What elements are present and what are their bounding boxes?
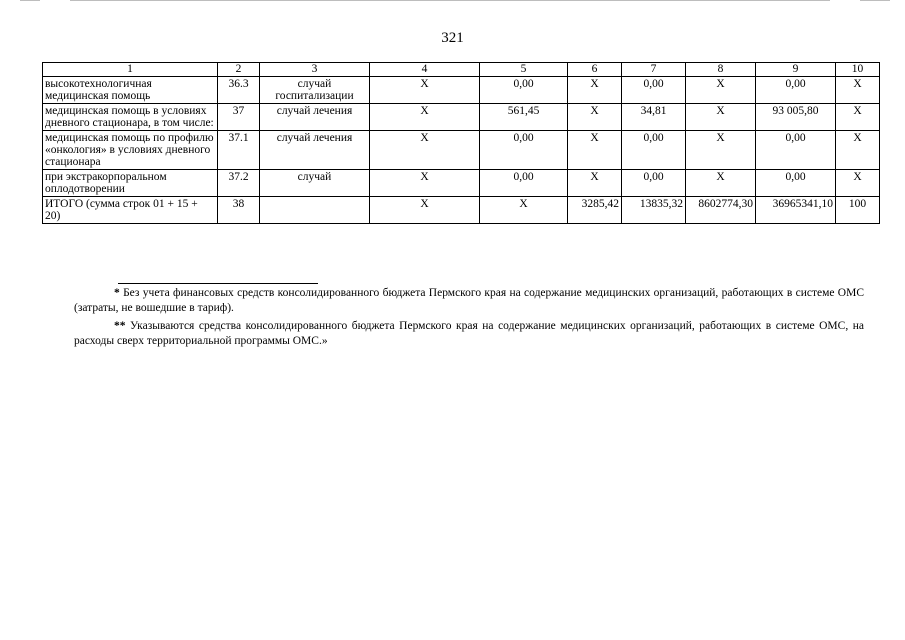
footnote-mark: * [114,287,120,299]
header-cell: 2 [218,63,260,77]
table-row [43,170,880,197]
table-row [43,131,880,170]
footnote-text: Указываются средства консолидированного бюджета Пермского края на содержание медицинских организаций, работающих в системе ОМС, на расходы сверх территориальной программы ОМС.» [74,320,865,347]
header-cell: 6 [568,63,622,77]
top-edge-line-center [70,0,830,1]
row-label: ИТОГО (сумма строк 01 + 15 + 20) [43,197,218,224]
table-row [43,104,880,131]
top-edge-line-right [860,0,890,1]
table-cell: Х [686,170,756,197]
header-cell: 1 [43,63,218,77]
table-cell: 93 005,80 [756,104,836,131]
header-cell: 7 [622,63,686,77]
table-cell: Х [370,197,480,224]
table-cell: 36965341,10 [756,197,836,224]
table-cell: 561,45 [480,104,568,131]
table-cell: Х [568,131,622,170]
header-cell: 5 [480,63,568,77]
table-cell: 0,00 [622,77,686,104]
table-cell: Х [568,104,622,131]
footnotes [74,286,864,352]
table-cell: Х [836,104,880,131]
table-cell: Х [370,77,480,104]
header-cell: 9 [756,63,836,77]
table-cell: 0,00 [480,77,568,104]
row-number: 37.1 [218,131,260,170]
footnote-text: Без учета финансовых средств консолидированного бюджета Пермского края на содержание медицинских организаций, работающих в системе ОМС (затраты, не вошедшие в тариф). [74,287,865,314]
unit-cell: случай госпитализации [260,77,370,104]
table-header-row [43,63,880,77]
table-cell: Х [686,104,756,131]
table-cell: Х [836,170,880,197]
row-number: 38 [218,197,260,224]
data-table [42,62,880,224]
table-cell: 8602774,30 [686,197,756,224]
table-cell: 0,00 [622,131,686,170]
table-cell: 0,00 [480,170,568,197]
table-cell: Х [836,131,880,170]
unit-cell: случай лечения [260,131,370,170]
row-label: медицинская помощь по профилю «онкология» в условиях дневного стационара [43,131,218,170]
table-cell: 0,00 [480,131,568,170]
row-label: медицинская помощь в условиях дневного стационара, в том числе: [43,104,218,131]
table-row [43,77,880,104]
table-cell: 100 [836,197,880,224]
table-cell: Х [370,170,480,197]
table-cell: Х [836,77,880,104]
header-cell: 8 [686,63,756,77]
table-row-total [43,197,880,224]
table-cell: Х [568,170,622,197]
row-number: 37 [218,104,260,131]
row-number: 36.3 [218,77,260,104]
header-cell: 4 [370,63,480,77]
table-cell: Х [370,104,480,131]
footnote [74,319,864,349]
footnote [74,286,864,316]
table-cell: Х [370,131,480,170]
footnote-mark: ** [114,320,126,332]
table-cell: Х [686,131,756,170]
header-cell: 10 [836,63,880,77]
table-cell: 3285,42 [568,197,622,224]
table-cell: 0,00 [622,170,686,197]
table-cell: Х [568,77,622,104]
unit-cell: случай [260,170,370,197]
footnote-divider [118,283,318,284]
table-cell: Х [480,197,568,224]
row-label: при экстракорпоральном оплодотворении [43,170,218,197]
table-cell: 34,81 [622,104,686,131]
table-cell: 0,00 [756,170,836,197]
table-cell: 13835,32 [622,197,686,224]
unit-cell: случай лечения [260,104,370,131]
row-label: высокотехнологичная медицинская помощь [43,77,218,104]
table-cell: Х [686,77,756,104]
top-edge-line-left [20,0,40,1]
page-number: 321 [441,30,464,46]
table-cell: 0,00 [756,77,836,104]
unit-cell [260,197,370,224]
table-cell: 0,00 [756,131,836,170]
header-cell: 3 [260,63,370,77]
row-number: 37.2 [218,170,260,197]
